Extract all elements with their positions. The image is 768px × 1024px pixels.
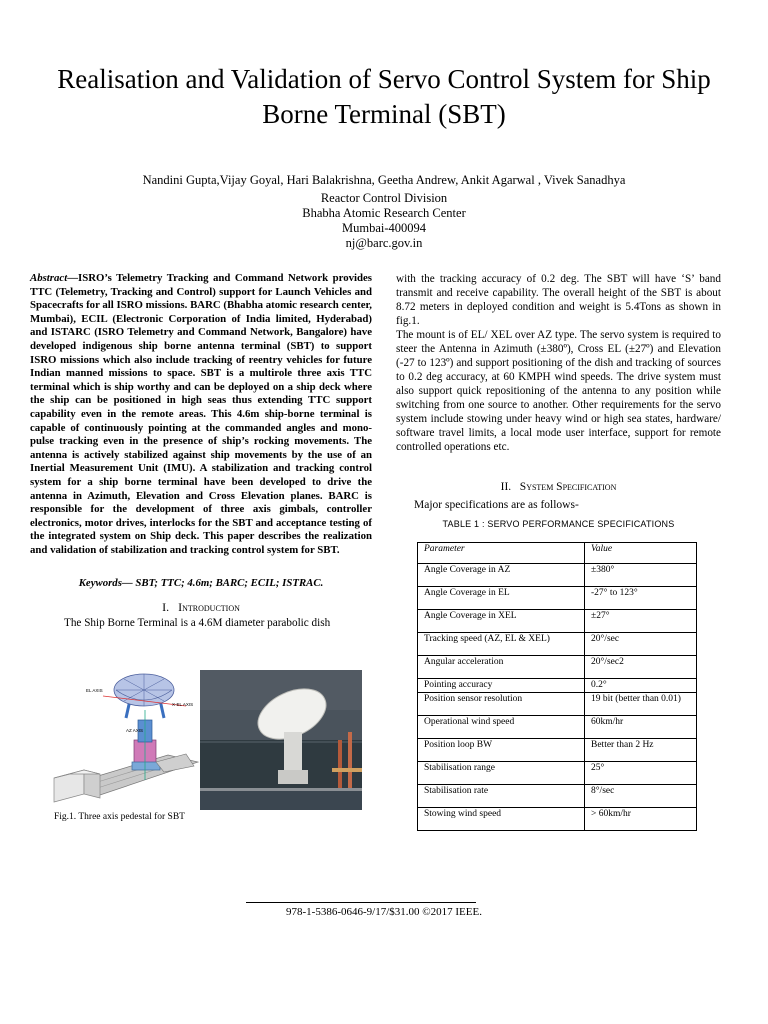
- right-column: [396, 272, 721, 454]
- value-cell: 19 bit (better than 0.01): [585, 693, 697, 716]
- parameter-cell: Angle Coverage in AZ: [418, 564, 585, 587]
- value-cell: ±380°: [585, 564, 697, 587]
- abstract-lead: Abstract: [30, 272, 68, 284]
- table-row: [418, 808, 697, 831]
- section-title: Introduction: [178, 600, 240, 615]
- value-cell: 20°/sec: [585, 633, 697, 656]
- parameter-cell: Angle Coverage in EL: [418, 587, 585, 610]
- author-city: Mumbai-400094: [341, 221, 427, 235]
- value-cell: 25°: [585, 762, 697, 785]
- table-row: [418, 785, 697, 808]
- parameter-cell: Pointing accuracy: [418, 679, 585, 693]
- value-cell: 20°/sec2: [585, 656, 697, 679]
- el-axis-label: EL AXIS: [86, 688, 103, 693]
- author-names: Nandini Gupta,Vijay Goyal, Hari Balakrishna, Geetha Andrew, Ankit Agarwal , Vivek Sanadhya: [142, 173, 626, 187]
- parameter-cell: Tracking speed (AZ, EL & XEL): [418, 633, 585, 656]
- servo-spec-table: [417, 542, 697, 831]
- section-title: System Specification: [519, 481, 617, 493]
- ship-antenna-photo: [200, 670, 362, 810]
- table-header-row: [418, 543, 697, 564]
- table-row: [418, 610, 697, 633]
- parameter-cell: Operational wind speed: [418, 716, 585, 739]
- value-cell: 8°/sec: [585, 785, 697, 808]
- value-cell: -27° to 123°: [585, 587, 697, 610]
- section-heading-system-specification: [396, 481, 721, 493]
- parameter-cell: Position sensor resolution: [418, 693, 585, 716]
- table-row: [418, 716, 697, 739]
- table-row: [418, 739, 697, 762]
- value-cell: 60km/hr: [585, 716, 697, 739]
- section-number: I.: [162, 600, 170, 615]
- abstract: [30, 272, 372, 557]
- parameter-cell: Position loop BW: [418, 739, 585, 762]
- intro-paragraph: The Ship Borne Terminal is a 4.6M diameter parabolic dish: [64, 616, 331, 629]
- az-axis-label: AZ AXIS: [126, 728, 144, 733]
- parameter-cell: Angular acceleration: [418, 656, 585, 679]
- parameter-cell: Angle Coverage in XEL: [418, 610, 585, 633]
- table-row: [418, 762, 697, 785]
- paragraph-tracking: with the tracking accuracy of 0.2 deg. The SBT will have ‘S’ band transmit and receive capability. The overall height of the SBT is about 8.72 meters in deployed condition and weight is 5.4Tons as shown in fig.1.: [396, 273, 721, 327]
- value-cell: Better than 2 Hz: [585, 739, 697, 762]
- abstract-text: —ISRO’s Telemetry Tracking and Command Network provides TTC (Telemetry, Tracking and Control) support for Launch Vehicles and Spacecrafts for all ISRO missions. BARC (Bhabha atomic research center, Mumbai), ECIL (Electronic Corporation of India limited, Hyderabad) and ISTARC (ISRO Telemetry and Command Network, Bangalore) have developed indigenous ship borne antenna terminal (SBT) to support ISRO missions which also include tracking of reentry vehicles for future Indian manned missions to space. SBT is a multirole three axis TTC terminal which is ship worthy and can be deployed on a ship deck where the ship can be positioned in high seas thus extending TTC support capability even in the remote areas. This 4.6m ship-borne terminal is capable of continuously pointing at the commanded angles and mono-pulse tracking even in the presence of ship’s rocking movements. The antenna is actively stabilized against ship movements by the use of an Inertial Measurement Unit (IMU). A stabilization and tracking control system for a ship borne terminal have been developed to drive the antenna in Azimuth, Elevation and Cross Elevation planes. BARC is responsible for the development of three axis gimbals, controller electronics, motor drives, interlocks for the SBT and acceptance testing of the integrated system on Ship deck. This paper describes the realization and validation of stabilization and tracking control system for SBT.: [30, 272, 372, 556]
- table-row: [418, 656, 697, 679]
- table-row: [418, 679, 697, 693]
- parameter-cell: Stabilisation rate: [418, 785, 585, 808]
- figure-1: [48, 670, 362, 810]
- table-row: [418, 587, 697, 610]
- author-division: Reactor Control Division: [320, 191, 448, 205]
- parameter-cell: Stabilisation range: [418, 762, 585, 785]
- paper-title: Realisation and Validation of Servo Control System for Ship Borne Terminal (SBT): [57, 64, 711, 129]
- spec-intro: Major specifications are as follows-: [414, 499, 579, 511]
- table-row: [418, 564, 697, 587]
- value-cell: 0.2°: [585, 679, 697, 693]
- copyright-footer: 978-1-5386-0646-9/17/$31.00 ©2017 IEEE.: [286, 906, 482, 918]
- header-parameter: Parameter: [418, 543, 585, 564]
- xel-axis-label: X-EL AXIS: [172, 702, 194, 707]
- table-row: [418, 633, 697, 656]
- figure-caption: Fig.1. Three axis pedestal for SBT: [54, 812, 185, 822]
- value-cell: ±27°: [585, 610, 697, 633]
- section-number: II.: [500, 481, 512, 493]
- parameter-cell: Stowing wind speed: [418, 808, 585, 831]
- author-email: nj@barc.gov.in: [345, 236, 423, 250]
- section-heading-introduction: [30, 601, 372, 615]
- footer-rule: [246, 902, 476, 903]
- keywords: Keywords— SBT; TTC; 4.6m; BARC; ECIL; ISTRAC.: [78, 577, 324, 590]
- table-caption: TABLE 1 : SERVO PERFORMANCE SPECIFICATIONS: [442, 519, 675, 529]
- left-column: [30, 272, 372, 630]
- paragraph-mount: The mount is of EL/ XEL over AZ type. The servo system is required to steer the Antenna in Azimuth (±380º), Cross EL (±27º) and Elevation (-27 to 123º) and support positioning of the dish and tracking of sources to 0.2 deg accuracy, at 60 KMPH wind speeds. The drive system must also support quick repositioning of the antenna to any position while switching from one source to another. Other requirements for the servo system include stowing under heavy wind or high sea states, hardware/ software travel limits, a local mode user interface, support for remote controlled operations etc.: [396, 329, 721, 453]
- author-block: [0, 173, 768, 251]
- author-organization: Bhabha Atomic Research Center: [302, 206, 466, 220]
- header-value: Value: [585, 543, 697, 564]
- table-row: [418, 693, 697, 716]
- pedestal-figure: [48, 670, 362, 810]
- value-cell: > 60km/hr: [585, 808, 697, 831]
